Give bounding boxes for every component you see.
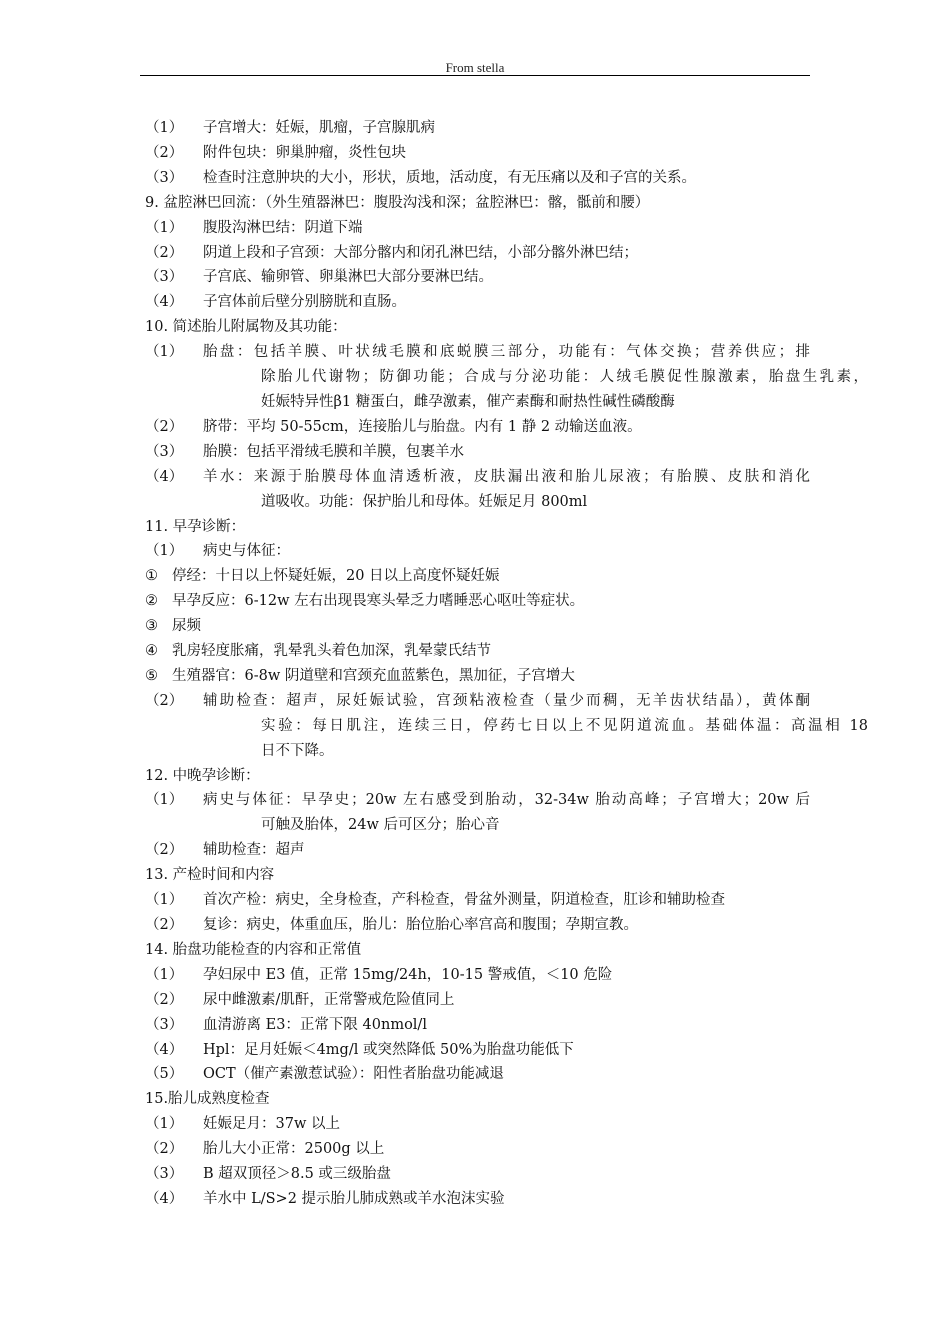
page-header: From stella [445, 60, 505, 75]
circled-list-item [145, 664, 810, 689]
line-text: 道吸收。功能：保护胎儿和母体。妊娠足月 800ml [261, 493, 588, 510]
list-item [145, 166, 810, 191]
list-marker: （2） [145, 917, 184, 933]
section-heading: 15.胎儿成熟度检查 [145, 1091, 270, 1108]
list-item [145, 888, 810, 913]
line-text: 胎儿大小正常：2500g 以上 [203, 1141, 385, 1158]
line-text: 胎膜：包括平滑绒毛膜和羊膜，包裹羊水 [203, 443, 464, 460]
line-text: 复诊：病史，体重血压，胎儿：胎位胎心率宫高和腹围；孕期宣教。 [203, 917, 638, 933]
line-text: 胎盘：包括羊膜、叶状绒毛膜和底蜕膜三部分，功能有：气体交换；营养供应；排 [203, 344, 810, 361]
list-marker: （3） [145, 1166, 184, 1183]
list-marker: （1） [145, 120, 184, 136]
list-item [145, 988, 810, 1013]
line-text: 子宫增大：妊娠，肌瘤，子宫腺肌病 [203, 120, 435, 136]
list-marker: （2） [145, 1141, 184, 1158]
section-heading: 14. 胎盘功能检查的内容和正常值 [145, 941, 362, 958]
list-item [145, 216, 810, 241]
list-item [145, 1013, 810, 1038]
list-marker: （4） [145, 468, 184, 485]
list-marker: （2） [145, 991, 184, 1008]
list-marker: （3） [145, 443, 184, 460]
line-text: 生殖器官：6-8w 阴道壁和宫颈充血蓝紫色，黑加征，子宫增大 [172, 667, 575, 684]
line-text: 羊水中 L/S>2 提示胎儿肺成熟或羊水泡沫实验 [203, 1190, 505, 1207]
line-text: 辅助检查：超声，尿妊娠试验，宫颈粘液检查（量少而稠，无羊齿状结晶），黄体酮 [203, 692, 810, 709]
list-marker: （5） [145, 1066, 184, 1083]
line-text: OCT（催产素激惹试验）：阳性者胎盘功能减退 [203, 1066, 504, 1083]
list-marker: （2） [145, 418, 184, 435]
line-text: 子宫底、输卵管、卵巢淋巴大部分要淋巴结。 [203, 269, 493, 286]
line-text: B 超双顶径＞8.5 或三级胎盘 [203, 1166, 391, 1183]
list-marker: （3） [145, 169, 184, 186]
line-text: 尿频 [172, 618, 201, 635]
list-item [145, 340, 810, 365]
header-rule [140, 75, 810, 76]
list-item [145, 1038, 810, 1063]
section-heading: 13. 产检时间和内容 [145, 867, 275, 884]
list-item [145, 415, 810, 440]
list-item [145, 539, 810, 564]
list-marker: （2） [145, 244, 184, 261]
list-item [145, 1062, 810, 1087]
circled-list-item [145, 639, 810, 664]
list-item [145, 241, 810, 266]
list-marker: ⑤ [145, 667, 158, 684]
section-heading: 12. 中晚孕诊断： [145, 767, 260, 784]
line-text: 实验：每日肌注，连续三日，停药七日以上不见阴道流血。基础体温：高温相 18 [261, 717, 868, 734]
circled-list-item [145, 564, 810, 589]
list-marker: （1） [145, 966, 184, 983]
line-text: 孕妇尿中 E3 值，正常 15mg/24h，10-15 警戒值，＜10 危险 [203, 966, 613, 983]
list-marker: （1） [145, 344, 184, 361]
line-text: 日不下降。 [261, 742, 334, 759]
section-heading: 11. 早孕诊断： [145, 518, 246, 535]
list-marker: ① [145, 568, 158, 585]
list-marker: （4） [145, 1190, 184, 1207]
continuation-line [203, 813, 810, 838]
list-marker: （1） [145, 892, 184, 909]
line-text: 子宫体前后壁分别膀胱和直肠。 [203, 294, 406, 311]
list-item [145, 1187, 810, 1212]
list-item [145, 1162, 810, 1187]
line-text: 病史与体征：早孕史；20w 左右感受到胎动，32-34w 胎动高峰；子宫增大；20w 后 [203, 792, 810, 809]
list-marker: （3） [145, 1016, 184, 1033]
line-text: 乳房轻度胀痛，乳晕乳头着色加深，乳晕蒙氏结节 [172, 643, 491, 660]
line-text: 脐带：平均 50-55cm，连接胎儿与胎盘。内有 1 静 2 动输送血液。 [203, 418, 642, 435]
list-item [145, 290, 810, 315]
list-item [145, 116, 810, 141]
continuation-line [203, 365, 868, 390]
list-marker: ② [145, 593, 158, 610]
line-text: 妊娠足月：37w 以上 [203, 1116, 340, 1133]
list-marker: ③ [145, 618, 158, 635]
list-item [145, 1137, 810, 1162]
line-text: 尿中雌激素/肌酐，正常警戒危险值同上 [203, 991, 455, 1008]
list-item [145, 788, 810, 813]
list-item [145, 689, 810, 714]
continuation-line [203, 390, 810, 415]
continuation-line [203, 739, 810, 764]
line-text: 病史与体征： [203, 543, 290, 560]
list-marker: ④ [145, 643, 158, 660]
line-text: 辅助检查：超声 [203, 842, 305, 859]
list-marker: （2） [145, 842, 184, 859]
list-marker: （2） [145, 692, 184, 709]
line-text: 早孕反应：6-12w 左右出现畏寒头晕乏力嗜睡恶心呕吐等症状。 [172, 593, 585, 610]
line-text: Hpl：足月妊娠＜4mg/l 或突然降低 50%为胎盘功能低下 [203, 1041, 574, 1058]
line-text: 血清游离 E3：正常下限 40nmol/l [203, 1016, 427, 1033]
list-marker: （1） [145, 543, 184, 560]
circled-list-item [145, 589, 810, 614]
line-text: 腹股沟淋巴结：阴道下端 [203, 219, 363, 236]
line-text: 首次产检：病史，全身检查，产科检查，骨盆外测量，阴道检查，肛诊和辅助检查 [203, 892, 725, 909]
section-heading: 9. 盆腔淋巴回流：（外生殖器淋巴：腹股沟浅和深；盆腔淋巴：髂，骶前和腰） [145, 194, 650, 211]
document-body [145, 116, 868, 1212]
list-item [145, 141, 810, 166]
list-marker: （1） [145, 792, 184, 809]
line-text: 附件包块：卵巢肿瘤，炎性包块 [203, 144, 406, 161]
list-item [145, 913, 810, 938]
list-marker: （3） [145, 269, 184, 286]
list-item [145, 440, 810, 465]
list-marker: （1） [145, 219, 184, 236]
line-text: 羊水：来源于胎膜母体血清透析液，皮肤漏出液和胎儿尿液；有胎膜、皮肤和消化 [203, 468, 810, 485]
list-item [145, 1112, 810, 1137]
line-text: 可触及胎体，24w 后可区分；胎心音 [261, 817, 500, 834]
line-text: 除胎儿代谢物；防御功能；合成与分泌功能：人绒毛膜促性腺激素，胎盘生乳素， [261, 369, 868, 386]
list-item [145, 265, 810, 290]
list-marker: （4） [145, 294, 184, 311]
list-marker: （2） [145, 144, 184, 161]
list-item [145, 465, 810, 490]
list-marker: （4） [145, 1041, 184, 1058]
continuation-line [203, 490, 810, 515]
circled-list-item [145, 614, 810, 639]
list-item [145, 838, 810, 863]
list-item [145, 963, 810, 988]
line-text: 检查时注意肿块的大小，形状，质地，活动度，有无压痛以及和子宫的关系。 [203, 169, 696, 186]
line-text: 阴道上段和子宫颈：大部分髂内和闭孔淋巴结，小部分髂外淋巴结； [203, 244, 638, 261]
list-marker: （1） [145, 1116, 184, 1133]
continuation-line [203, 714, 868, 739]
section-heading: 10. 简述胎儿附属物及其功能： [145, 319, 347, 336]
line-text: 停经：十日以上怀疑妊娠，20 日以上高度怀疑妊娠 [172, 568, 500, 585]
line-text: 妊娠特异性β1 糖蛋白，雌孕激素，催产素酶和耐热性碱性磷酸酶 [261, 393, 675, 410]
